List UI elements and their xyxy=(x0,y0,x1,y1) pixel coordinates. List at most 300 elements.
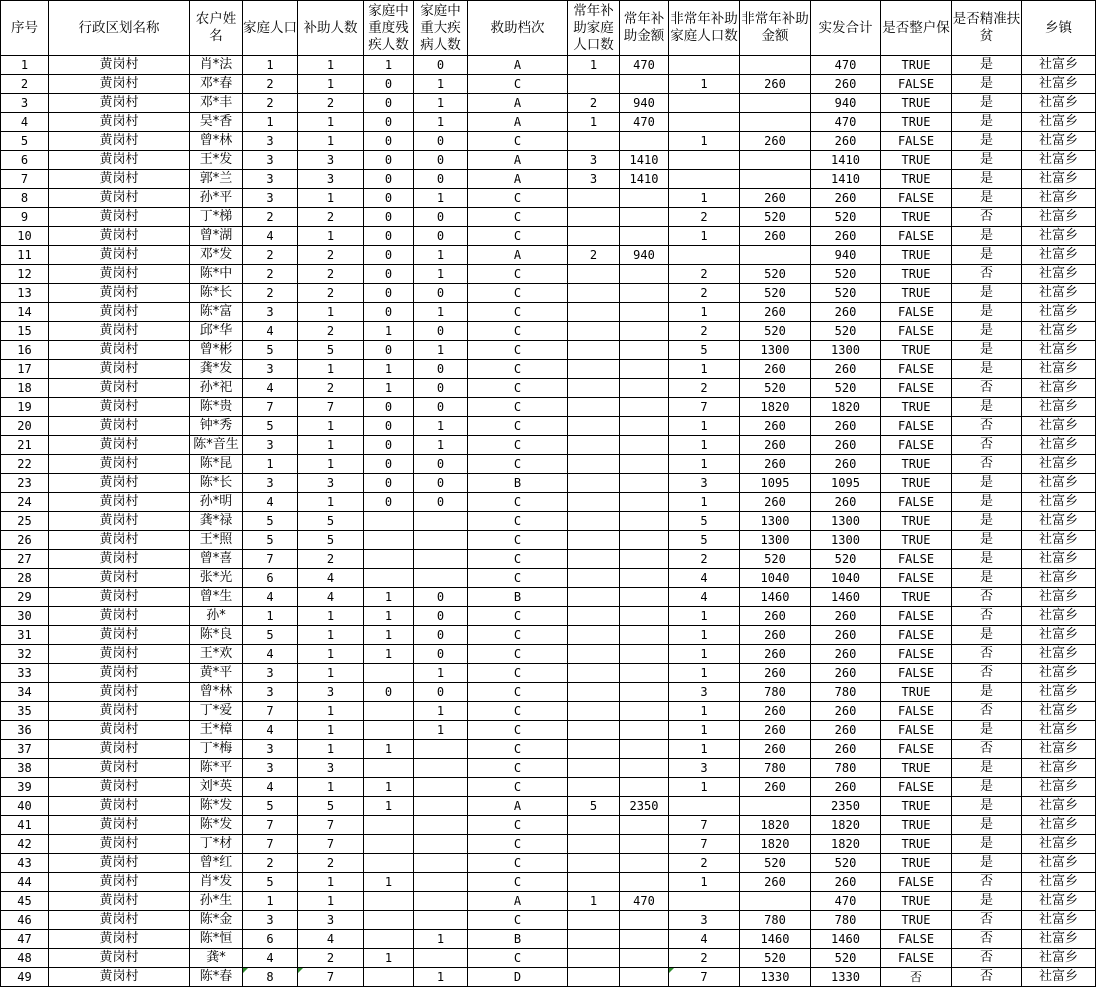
cell-col-whole-household[interactable]: FALSE xyxy=(881,607,952,626)
table-row[interactable] xyxy=(1,816,1096,835)
cell-col-relief-level[interactable]: C xyxy=(468,208,568,227)
cell-col-irregular-count[interactable]: 1 xyxy=(669,455,740,474)
cell-col-precision-poverty[interactable]: 是 xyxy=(952,474,1022,493)
cell-col-irregular-count[interactable]: 1 xyxy=(669,303,740,322)
cell-col-irregular-amount[interactable]: 260 xyxy=(740,664,811,683)
table-row[interactable] xyxy=(1,151,1096,170)
cell-col-subsidy-count[interactable]: 1 xyxy=(298,645,364,664)
cell-col-regular-count[interactable] xyxy=(568,664,620,683)
cell-col-name[interactable]: 刘*英 xyxy=(190,778,243,797)
cell-col-illness-count[interactable] xyxy=(414,550,468,569)
table-row[interactable] xyxy=(1,911,1096,930)
cell-col-district[interactable]: 黄岗村 xyxy=(49,512,190,531)
cell-col-whole-household[interactable]: TRUE xyxy=(881,151,952,170)
cell-col-index[interactable]: 2 xyxy=(1,75,49,94)
table-row[interactable] xyxy=(1,341,1096,360)
cell-col-district[interactable]: 黄岗村 xyxy=(49,341,190,360)
cell-col-family-size[interactable]: 3 xyxy=(243,132,298,151)
cell-col-irregular-count[interactable]: 1 xyxy=(669,227,740,246)
cell-col-whole-household[interactable]: FALSE xyxy=(881,303,952,322)
cell-col-index[interactable]: 14 xyxy=(1,303,49,322)
cell-col-family-size[interactable]: 5 xyxy=(243,341,298,360)
table-row[interactable] xyxy=(1,759,1096,778)
cell-col-regular-amount[interactable] xyxy=(620,835,669,854)
cell-col-township[interactable]: 社富乡 xyxy=(1022,683,1096,702)
cell-col-disabled-count[interactable] xyxy=(364,721,414,740)
cell-col-relief-level[interactable]: C xyxy=(468,816,568,835)
cell-col-whole-household[interactable]: FALSE xyxy=(881,132,952,151)
cell-col-regular-amount[interactable] xyxy=(620,683,669,702)
cell-col-regular-amount[interactable] xyxy=(620,208,669,227)
cell-col-illness-count[interactable]: 1 xyxy=(414,75,468,94)
cell-col-regular-amount[interactable] xyxy=(620,873,669,892)
cell-col-township[interactable]: 社富乡 xyxy=(1022,835,1096,854)
cell-col-district[interactable]: 黄岗村 xyxy=(49,379,190,398)
cell-col-whole-household[interactable]: TRUE xyxy=(881,797,952,816)
cell-col-disabled-count[interactable] xyxy=(364,835,414,854)
cell-col-disabled-count[interactable]: 0 xyxy=(364,683,414,702)
cell-col-precision-poverty[interactable]: 是 xyxy=(952,892,1022,911)
cell-col-relief-level[interactable]: A xyxy=(468,151,568,170)
cell-col-disabled-count[interactable] xyxy=(364,930,414,949)
cell-col-disabled-count[interactable] xyxy=(364,816,414,835)
cell-col-district[interactable]: 黄岗村 xyxy=(49,189,190,208)
cell-col-precision-poverty[interactable]: 是 xyxy=(952,721,1022,740)
cell-col-precision-poverty[interactable]: 否 xyxy=(952,417,1022,436)
cell-col-subsidy-count[interactable]: 1 xyxy=(298,892,364,911)
cell-col-name[interactable]: 邓*春 xyxy=(190,75,243,94)
cell-col-district[interactable]: 黄岗村 xyxy=(49,835,190,854)
cell-col-whole-household[interactable]: TRUE xyxy=(881,455,952,474)
cell-col-district[interactable]: 黄岗村 xyxy=(49,664,190,683)
cell-col-total[interactable]: 780 xyxy=(811,683,881,702)
cell-col-subsidy-count[interactable]: 3 xyxy=(298,170,364,189)
cell-col-index[interactable]: 30 xyxy=(1,607,49,626)
cell-col-illness-count[interactable] xyxy=(414,911,468,930)
cell-col-index[interactable]: 48 xyxy=(1,949,49,968)
cell-col-irregular-amount[interactable]: 260 xyxy=(740,721,811,740)
cell-col-township[interactable]: 社富乡 xyxy=(1022,626,1096,645)
cell-col-index[interactable]: 3 xyxy=(1,94,49,113)
cell-col-irregular-count[interactable]: 2 xyxy=(669,379,740,398)
cell-col-district[interactable]: 黄岗村 xyxy=(49,455,190,474)
cell-col-precision-poverty[interactable]: 否 xyxy=(952,265,1022,284)
cell-col-township[interactable]: 社富乡 xyxy=(1022,588,1096,607)
cell-col-total[interactable]: 470 xyxy=(811,892,881,911)
cell-col-illness-count[interactable]: 1 xyxy=(414,664,468,683)
cell-col-irregular-amount[interactable]: 260 xyxy=(740,455,811,474)
cell-col-township[interactable]: 社富乡 xyxy=(1022,227,1096,246)
cell-col-illness-count[interactable]: 0 xyxy=(414,360,468,379)
cell-col-index[interactable]: 17 xyxy=(1,360,49,379)
cell-col-family-size[interactable]: 5 xyxy=(243,512,298,531)
cell-col-disabled-count[interactable]: 0 xyxy=(364,75,414,94)
cell-col-district[interactable]: 黄岗村 xyxy=(49,474,190,493)
cell-col-irregular-count[interactable]: 2 xyxy=(669,854,740,873)
cell-col-irregular-amount[interactable]: 1820 xyxy=(740,835,811,854)
cell-col-illness-count[interactable]: 0 xyxy=(414,284,468,303)
cell-col-township[interactable]: 社富乡 xyxy=(1022,113,1096,132)
cell-col-relief-level[interactable]: C xyxy=(468,436,568,455)
cell-col-total[interactable]: 260 xyxy=(811,873,881,892)
cell-col-irregular-amount[interactable]: 1040 xyxy=(740,569,811,588)
cell-col-name[interactable]: 王*发 xyxy=(190,151,243,170)
cell-col-family-size[interactable]: 3 xyxy=(243,436,298,455)
cell-col-name[interactable]: 黄*平 xyxy=(190,664,243,683)
cell-col-index[interactable]: 32 xyxy=(1,645,49,664)
cell-col-index[interactable]: 13 xyxy=(1,284,49,303)
cell-col-irregular-count[interactable]: 3 xyxy=(669,683,740,702)
cell-col-subsidy-count[interactable]: 1 xyxy=(298,56,364,75)
cell-col-whole-household[interactable]: TRUE xyxy=(881,94,952,113)
cell-col-irregular-amount[interactable]: 520 xyxy=(740,322,811,341)
cell-col-name[interactable]: 龚* xyxy=(190,949,243,968)
cell-col-irregular-amount[interactable]: 260 xyxy=(740,75,811,94)
cell-col-disabled-count[interactable]: 0 xyxy=(364,436,414,455)
cell-col-irregular-count[interactable]: 1 xyxy=(669,645,740,664)
cell-col-irregular-count[interactable]: 7 xyxy=(669,816,740,835)
header-col-district[interactable]: 行政区划名称 xyxy=(49,1,190,56)
cell-col-illness-count[interactable]: 0 xyxy=(414,626,468,645)
cell-col-irregular-amount[interactable]: 260 xyxy=(740,702,811,721)
cell-col-district[interactable]: 黄岗村 xyxy=(49,417,190,436)
cell-col-township[interactable]: 社富乡 xyxy=(1022,208,1096,227)
cell-col-total[interactable]: 520 xyxy=(811,208,881,227)
cell-col-subsidy-count[interactable]: 7 xyxy=(298,835,364,854)
cell-col-irregular-count[interactable]: 5 xyxy=(669,531,740,550)
cell-col-precision-poverty[interactable]: 否 xyxy=(952,607,1022,626)
cell-col-relief-level[interactable]: A xyxy=(468,170,568,189)
cell-col-regular-count[interactable] xyxy=(568,645,620,664)
cell-col-district[interactable]: 黄岗村 xyxy=(49,531,190,550)
cell-col-irregular-count[interactable] xyxy=(669,892,740,911)
cell-col-total[interactable]: 520 xyxy=(811,322,881,341)
cell-col-disabled-count[interactable]: 0 xyxy=(364,132,414,151)
cell-col-irregular-count[interactable]: 4 xyxy=(669,569,740,588)
table-row[interactable] xyxy=(1,588,1096,607)
cell-col-whole-household[interactable]: FALSE xyxy=(881,873,952,892)
cell-col-family-size[interactable]: 3 xyxy=(243,189,298,208)
cell-col-illness-count[interactable]: 0 xyxy=(414,170,468,189)
cell-col-index[interactable]: 21 xyxy=(1,436,49,455)
cell-col-township[interactable]: 社富乡 xyxy=(1022,797,1096,816)
cell-col-district[interactable]: 黄岗村 xyxy=(49,759,190,778)
cell-col-regular-amount[interactable]: 470 xyxy=(620,892,669,911)
header-col-subsidy-count[interactable]: 补助人数 xyxy=(298,1,364,56)
cell-col-name[interactable]: 陈*富 xyxy=(190,303,243,322)
cell-col-total[interactable]: 1040 xyxy=(811,569,881,588)
cell-col-irregular-amount[interactable]: 260 xyxy=(740,740,811,759)
cell-col-family-size[interactable]: 5 xyxy=(243,417,298,436)
cell-col-whole-household[interactable]: FALSE xyxy=(881,75,952,94)
cell-col-whole-household[interactable]: FALSE xyxy=(881,778,952,797)
cell-col-disabled-count[interactable] xyxy=(364,759,414,778)
cell-col-relief-level[interactable]: A xyxy=(468,94,568,113)
cell-col-irregular-count[interactable]: 1 xyxy=(669,493,740,512)
cell-col-name[interactable]: 陈*贵 xyxy=(190,398,243,417)
cell-col-regular-count[interactable] xyxy=(568,493,620,512)
cell-col-whole-household[interactable]: 否 xyxy=(881,968,952,987)
cell-col-name[interactable]: 陈*春 xyxy=(190,968,243,987)
cell-col-irregular-amount[interactable] xyxy=(740,246,811,265)
cell-col-whole-household[interactable]: FALSE xyxy=(881,645,952,664)
cell-col-regular-count[interactable]: 1 xyxy=(568,113,620,132)
cell-col-family-size[interactable]: 3 xyxy=(243,911,298,930)
cell-col-irregular-count[interactable] xyxy=(669,94,740,113)
cell-col-total[interactable]: 1460 xyxy=(811,588,881,607)
cell-col-regular-amount[interactable] xyxy=(620,132,669,151)
cell-col-subsidy-count[interactable]: 3 xyxy=(298,759,364,778)
cell-col-district[interactable]: 黄岗村 xyxy=(49,588,190,607)
cell-col-relief-level[interactable]: C xyxy=(468,626,568,645)
cell-col-regular-amount[interactable]: 1410 xyxy=(620,151,669,170)
cell-col-name[interactable]: 邱*华 xyxy=(190,322,243,341)
cell-col-name[interactable]: 钟*秀 xyxy=(190,417,243,436)
cell-col-district[interactable]: 黄岗村 xyxy=(49,854,190,873)
cell-col-district[interactable]: 黄岗村 xyxy=(49,94,190,113)
cell-col-township[interactable]: 社富乡 xyxy=(1022,550,1096,569)
cell-col-township[interactable]: 社富乡 xyxy=(1022,759,1096,778)
cell-col-total[interactable]: 260 xyxy=(811,778,881,797)
cell-col-subsidy-count[interactable]: 5 xyxy=(298,512,364,531)
cell-col-district[interactable]: 黄岗村 xyxy=(49,740,190,759)
cell-col-precision-poverty[interactable]: 是 xyxy=(952,360,1022,379)
cell-col-illness-count[interactable]: 1 xyxy=(414,417,468,436)
cell-col-subsidy-count[interactable]: 7 xyxy=(298,816,364,835)
cell-col-township[interactable]: 社富乡 xyxy=(1022,873,1096,892)
cell-col-total[interactable]: 260 xyxy=(811,607,881,626)
cell-col-total[interactable]: 260 xyxy=(811,455,881,474)
cell-col-irregular-count[interactable]: 1 xyxy=(669,873,740,892)
cell-col-relief-level[interactable]: C xyxy=(468,360,568,379)
cell-col-township[interactable]: 社富乡 xyxy=(1022,94,1096,113)
header-col-township[interactable]: 乡镇 xyxy=(1022,1,1096,56)
cell-col-regular-amount[interactable] xyxy=(620,284,669,303)
cell-col-precision-poverty[interactable]: 是 xyxy=(952,626,1022,645)
cell-col-subsidy-count[interactable]: 1 xyxy=(298,189,364,208)
cell-col-subsidy-count[interactable]: 5 xyxy=(298,531,364,550)
table-row[interactable] xyxy=(1,797,1096,816)
cell-col-name[interactable]: 肖*法 xyxy=(190,56,243,75)
cell-col-illness-count[interactable]: 1 xyxy=(414,246,468,265)
cell-col-total[interactable]: 260 xyxy=(811,360,881,379)
table-row[interactable] xyxy=(1,303,1096,322)
table-row[interactable] xyxy=(1,284,1096,303)
cell-col-township[interactable]: 社富乡 xyxy=(1022,740,1096,759)
cell-col-township[interactable]: 社富乡 xyxy=(1022,531,1096,550)
cell-col-disabled-count[interactable]: 0 xyxy=(364,189,414,208)
cell-col-whole-household[interactable]: FALSE xyxy=(881,227,952,246)
cell-col-relief-level[interactable]: C xyxy=(468,683,568,702)
cell-col-subsidy-count[interactable]: 3 xyxy=(298,683,364,702)
cell-col-regular-count[interactable] xyxy=(568,702,620,721)
cell-col-index[interactable]: 35 xyxy=(1,702,49,721)
table-row[interactable] xyxy=(1,664,1096,683)
cell-col-subsidy-count[interactable]: 2 xyxy=(298,208,364,227)
cell-col-irregular-amount[interactable]: 260 xyxy=(740,778,811,797)
cell-col-whole-household[interactable]: TRUE xyxy=(881,265,952,284)
cell-col-relief-level[interactable]: B xyxy=(468,588,568,607)
cell-col-total[interactable]: 470 xyxy=(811,56,881,75)
cell-col-township[interactable]: 社富乡 xyxy=(1022,949,1096,968)
cell-col-total[interactable]: 1300 xyxy=(811,341,881,360)
cell-col-district[interactable]: 黄岗村 xyxy=(49,265,190,284)
cell-col-disabled-count[interactable]: 0 xyxy=(364,208,414,227)
cell-col-regular-count[interactable] xyxy=(568,626,620,645)
cell-col-illness-count[interactable]: 0 xyxy=(414,607,468,626)
cell-col-subsidy-count[interactable]: 1 xyxy=(298,607,364,626)
cell-col-total[interactable]: 260 xyxy=(811,664,881,683)
cell-col-township[interactable]: 社富乡 xyxy=(1022,246,1096,265)
cell-col-family-size[interactable]: 4 xyxy=(243,645,298,664)
cell-col-relief-level[interactable]: C xyxy=(468,569,568,588)
header-col-relief-level[interactable]: 救助档次 xyxy=(468,1,568,56)
cell-col-index[interactable]: 26 xyxy=(1,531,49,550)
cell-col-index[interactable]: 8 xyxy=(1,189,49,208)
cell-col-precision-poverty[interactable]: 是 xyxy=(952,512,1022,531)
cell-col-precision-poverty[interactable]: 是 xyxy=(952,683,1022,702)
cell-col-regular-count[interactable]: 2 xyxy=(568,246,620,265)
cell-col-illness-count[interactable]: 1 xyxy=(414,930,468,949)
cell-col-regular-amount[interactable] xyxy=(620,75,669,94)
cell-col-whole-household[interactable]: FALSE xyxy=(881,569,952,588)
cell-col-illness-count[interactable]: 0 xyxy=(414,132,468,151)
cell-col-index[interactable]: 24 xyxy=(1,493,49,512)
cell-col-irregular-amount[interactable] xyxy=(740,170,811,189)
cell-col-regular-count[interactable] xyxy=(568,550,620,569)
cell-col-disabled-count[interactable]: 0 xyxy=(364,284,414,303)
cell-col-irregular-amount[interactable]: 520 xyxy=(740,949,811,968)
cell-col-index[interactable]: 39 xyxy=(1,778,49,797)
cell-col-irregular-count[interactable]: 3 xyxy=(669,474,740,493)
cell-col-irregular-count[interactable]: 1 xyxy=(669,702,740,721)
cell-col-district[interactable]: 黄岗村 xyxy=(49,930,190,949)
cell-col-family-size[interactable]: 1 xyxy=(243,892,298,911)
cell-col-precision-poverty[interactable]: 是 xyxy=(952,341,1022,360)
cell-col-whole-household[interactable]: TRUE xyxy=(881,246,952,265)
cell-col-index[interactable]: 40 xyxy=(1,797,49,816)
cell-col-regular-amount[interactable] xyxy=(620,493,669,512)
cell-col-township[interactable]: 社富乡 xyxy=(1022,322,1096,341)
cell-col-township[interactable]: 社富乡 xyxy=(1022,75,1096,94)
cell-col-regular-count[interactable] xyxy=(568,683,620,702)
table-row[interactable] xyxy=(1,683,1096,702)
cell-col-irregular-count[interactable] xyxy=(669,151,740,170)
cell-col-precision-poverty[interactable]: 否 xyxy=(952,379,1022,398)
cell-col-precision-poverty[interactable]: 否 xyxy=(952,949,1022,968)
cell-col-illness-count[interactable]: 0 xyxy=(414,493,468,512)
cell-col-district[interactable]: 黄岗村 xyxy=(49,797,190,816)
cell-col-total[interactable]: 1095 xyxy=(811,474,881,493)
table-row[interactable] xyxy=(1,398,1096,417)
cell-col-irregular-amount[interactable]: 520 xyxy=(740,550,811,569)
cell-col-whole-household[interactable]: TRUE xyxy=(881,398,952,417)
cell-col-township[interactable]: 社富乡 xyxy=(1022,702,1096,721)
cell-col-irregular-amount[interactable]: 780 xyxy=(740,683,811,702)
cell-col-disabled-count[interactable]: 0 xyxy=(364,417,414,436)
cell-col-district[interactable]: 黄岗村 xyxy=(49,702,190,721)
cell-col-subsidy-count[interactable]: 2 xyxy=(298,949,364,968)
cell-col-irregular-amount[interactable]: 1330 xyxy=(740,968,811,987)
cell-col-index[interactable]: 43 xyxy=(1,854,49,873)
cell-col-name[interactable]: 曾*红 xyxy=(190,854,243,873)
cell-col-index[interactable]: 29 xyxy=(1,588,49,607)
cell-col-name[interactable]: 王*欢 xyxy=(190,645,243,664)
cell-col-whole-household[interactable]: TRUE xyxy=(881,911,952,930)
cell-col-regular-amount[interactable] xyxy=(620,816,669,835)
cell-col-whole-household[interactable]: TRUE xyxy=(881,208,952,227)
cell-col-regular-amount[interactable] xyxy=(620,322,669,341)
cell-col-index[interactable]: 19 xyxy=(1,398,49,417)
cell-col-regular-amount[interactable] xyxy=(620,626,669,645)
cell-col-district[interactable]: 黄岗村 xyxy=(49,151,190,170)
header-col-index[interactable]: 序号 xyxy=(1,1,49,56)
cell-col-regular-count[interactable] xyxy=(568,455,620,474)
cell-col-illness-count[interactable]: 1 xyxy=(414,303,468,322)
cell-col-irregular-count[interactable]: 5 xyxy=(669,341,740,360)
cell-col-irregular-amount[interactable]: 260 xyxy=(740,303,811,322)
cell-col-irregular-count[interactable]: 7 xyxy=(669,968,740,987)
cell-col-precision-poverty[interactable]: 否 xyxy=(952,911,1022,930)
cell-col-name[interactable]: 陈*良 xyxy=(190,626,243,645)
cell-col-total[interactable]: 1300 xyxy=(811,531,881,550)
cell-col-whole-household[interactable]: TRUE xyxy=(881,588,952,607)
cell-col-township[interactable]: 社富乡 xyxy=(1022,816,1096,835)
cell-col-whole-household[interactable]: FALSE xyxy=(881,322,952,341)
cell-col-precision-poverty[interactable]: 是 xyxy=(952,816,1022,835)
cell-col-regular-amount[interactable]: 1410 xyxy=(620,170,669,189)
cell-col-subsidy-count[interactable]: 2 xyxy=(298,265,364,284)
table-row[interactable] xyxy=(1,854,1096,873)
cell-col-disabled-count[interactable] xyxy=(364,512,414,531)
cell-col-district[interactable]: 黄岗村 xyxy=(49,75,190,94)
cell-col-district[interactable]: 黄岗村 xyxy=(49,911,190,930)
cell-col-irregular-amount[interactable]: 520 xyxy=(740,284,811,303)
cell-col-irregular-count[interactable]: 1 xyxy=(669,360,740,379)
table-row[interactable] xyxy=(1,892,1096,911)
cell-col-total[interactable]: 260 xyxy=(811,626,881,645)
cell-col-illness-count[interactable]: 0 xyxy=(414,56,468,75)
cell-col-irregular-amount[interactable]: 1460 xyxy=(740,930,811,949)
cell-col-district[interactable]: 黄岗村 xyxy=(49,303,190,322)
cell-col-relief-level[interactable]: C xyxy=(468,303,568,322)
cell-col-district[interactable]: 黄岗村 xyxy=(49,360,190,379)
cell-col-family-size[interactable]: 3 xyxy=(243,170,298,189)
cell-col-district[interactable]: 黄岗村 xyxy=(49,493,190,512)
cell-col-regular-count[interactable] xyxy=(568,873,620,892)
header-col-name[interactable]: 农户姓名 xyxy=(190,1,243,56)
cell-col-regular-amount[interactable] xyxy=(620,531,669,550)
cell-col-regular-count[interactable] xyxy=(568,398,620,417)
cell-col-district[interactable]: 黄岗村 xyxy=(49,246,190,265)
table-row[interactable] xyxy=(1,569,1096,588)
cell-col-family-size[interactable]: 1 xyxy=(243,113,298,132)
cell-col-disabled-count[interactable] xyxy=(364,911,414,930)
cell-col-relief-level[interactable]: C xyxy=(468,873,568,892)
cell-col-index[interactable]: 31 xyxy=(1,626,49,645)
cell-col-family-size[interactable]: 7 xyxy=(243,702,298,721)
cell-col-relief-level[interactable]: C xyxy=(468,132,568,151)
table-row[interactable] xyxy=(1,436,1096,455)
cell-col-regular-amount[interactable]: 940 xyxy=(620,246,669,265)
cell-col-total[interactable]: 520 xyxy=(811,854,881,873)
cell-col-disabled-count[interactable]: 0 xyxy=(364,227,414,246)
cell-col-whole-household[interactable]: TRUE xyxy=(881,531,952,550)
cell-col-precision-poverty[interactable]: 是 xyxy=(952,189,1022,208)
header-col-precision-poverty[interactable]: 是否精准扶贫 xyxy=(952,1,1022,56)
cell-col-district[interactable]: 黄岗村 xyxy=(49,113,190,132)
cell-col-precision-poverty[interactable]: 否 xyxy=(952,740,1022,759)
